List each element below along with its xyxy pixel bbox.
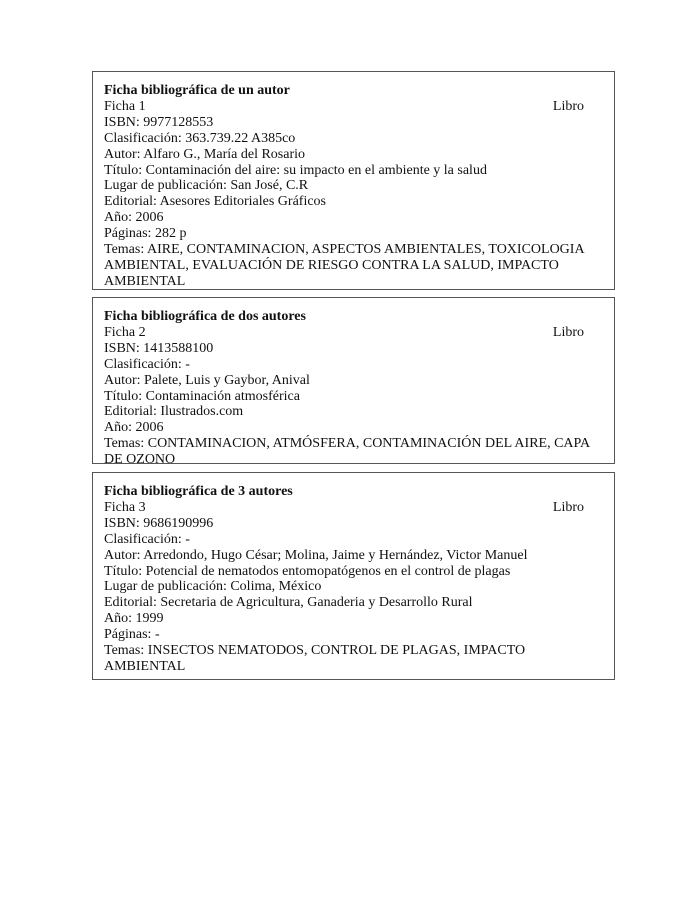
ficha-temas: Temas: INSECTOS NEMATODOS, CONTROL DE PLAGAS, IMPACTO AMBIENTAL bbox=[104, 643, 526, 674]
ficha-editorial: Editorial: Secretaria de Agricultura, Ganaderia y Desarrollo Rural bbox=[104, 595, 473, 611]
ficha-number: Ficha 3 bbox=[104, 499, 146, 515]
ficha-card-3 bbox=[92, 472, 615, 680]
ficha-anio: Año: 2006 bbox=[104, 420, 164, 436]
ficha-lugar: Lugar de publicación: Colima, México bbox=[104, 579, 322, 595]
ficha-lugar: Lugar de publicación: San José, C.R bbox=[104, 178, 309, 194]
ficha-temas: Temas: CONTAMINACION, ATMÓSFERA, CONTAMINACIÓN DEL AIRE, CAPA DE OZONO bbox=[104, 436, 590, 468]
ficha-paginas: Páginas: 282 p bbox=[104, 226, 187, 242]
ficha-number: Ficha 2 bbox=[104, 324, 146, 340]
ficha-number-row bbox=[104, 99, 614, 115]
ficha-heading: Ficha bibliográfica de 3 autores bbox=[104, 484, 293, 499]
ficha-autor: Autor: Arredondo, Hugo César; Molina, Jaime y Hernández, Victor Manuel bbox=[104, 547, 528, 563]
ficha-heading: Ficha bibliográfica de un autor bbox=[104, 83, 290, 98]
ficha-paginas: Páginas: - bbox=[104, 627, 160, 643]
ficha-editorial: Editorial: Asesores Editoriales Gráficos bbox=[104, 194, 326, 210]
ficha-number-row bbox=[104, 325, 614, 341]
ficha-type: Libro bbox=[552, 324, 584, 340]
ficha-anio: Año: 1999 bbox=[104, 611, 164, 627]
ficha-isbn: ISBN: 9977128553 bbox=[104, 114, 214, 130]
ficha-clasificacion: Clasificación: 363.739.22 A385co bbox=[104, 130, 296, 146]
ficha-titulo: Título: Potencial de nematodos entomopatógenos en el control de plagas bbox=[104, 563, 511, 579]
ficha-autor: Autor: Alfaro G., María del Rosario bbox=[104, 146, 306, 162]
ficha-type: Libro bbox=[552, 499, 584, 515]
ficha-isbn: ISBN: 9686190996 bbox=[104, 515, 214, 531]
ficha-clasificacion: Clasificación: - bbox=[104, 531, 190, 547]
ficha-titulo: Título: Contaminación atmosférica bbox=[104, 388, 300, 404]
ficha-heading: Ficha bibliográfica de dos autores bbox=[104, 309, 306, 324]
ficha-clasificacion: Clasificación: - bbox=[104, 356, 190, 372]
ficha-temas: Temas: AIRE, CONTAMINACION, ASPECTOS AMBIENTALES, TOXICOLOGIA AMBIENTAL, EVALUACIÓN DE RIESGO CONTRA LA SALUD, IMPACTO AMBIENTAL bbox=[104, 242, 584, 289]
ficha-anio: Año: 2006 bbox=[104, 210, 164, 226]
ficha-type: Libro bbox=[552, 98, 584, 114]
ficha-titulo: Título: Contaminación del aire: su impacto en el ambiente y la salud bbox=[104, 162, 487, 178]
ficha-number: Ficha 1 bbox=[104, 98, 146, 114]
ficha-isbn: ISBN: 1413588100 bbox=[104, 340, 214, 356]
ficha-editorial: Editorial: Ilustrados.com bbox=[104, 404, 244, 420]
ficha-card-2 bbox=[92, 297, 615, 468]
ficha-autor: Autor: Palete, Luis y Gaybor, Anival bbox=[104, 372, 310, 388]
ficha-card-1 bbox=[92, 71, 615, 290]
ficha-number-row bbox=[104, 500, 614, 516]
